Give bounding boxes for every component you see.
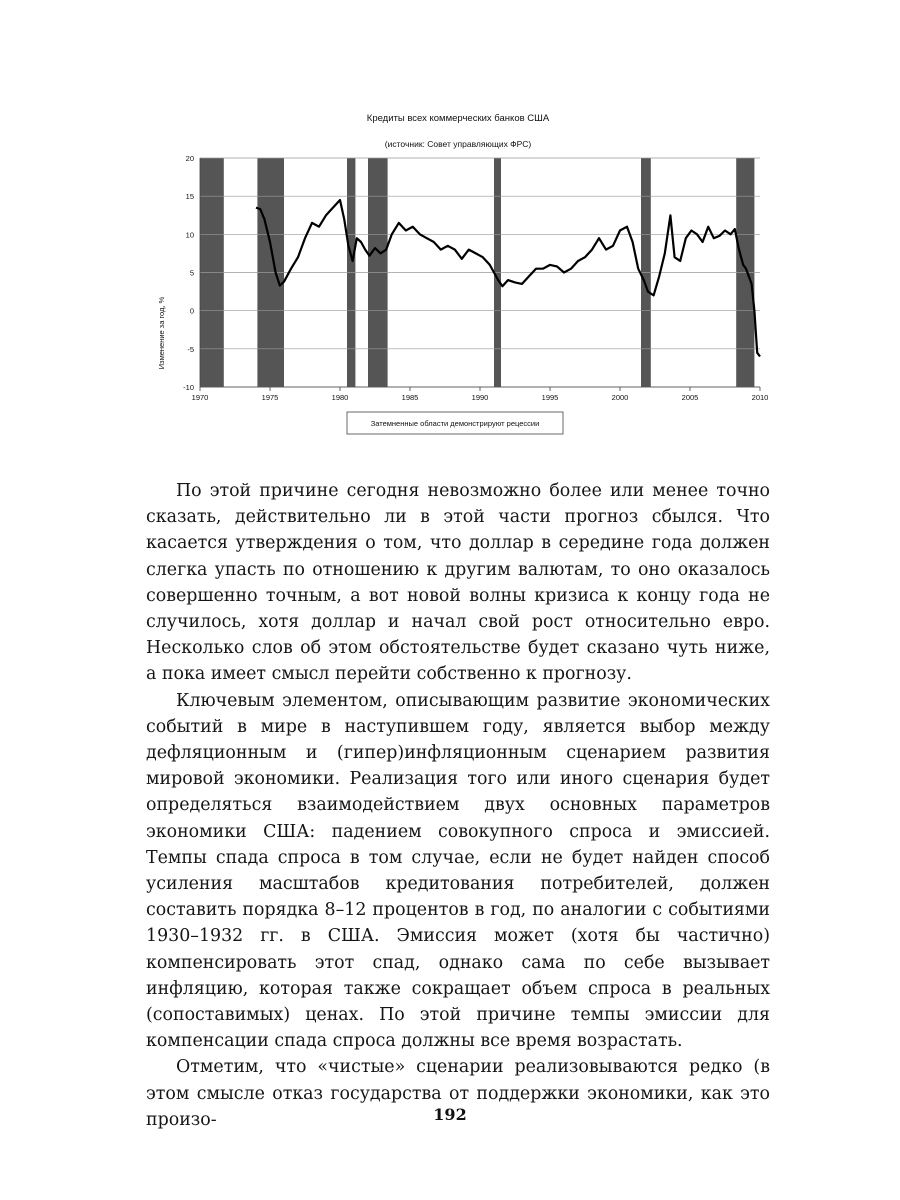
y-axis-label: Изменение за год, % xyxy=(157,296,166,370)
x-tick-label: 1990 xyxy=(471,393,489,402)
x-tick-label: 2005 xyxy=(681,393,699,402)
chart-canvas xyxy=(150,100,780,445)
body-text xyxy=(146,478,770,1133)
y-tick-label: 20 xyxy=(185,154,194,163)
series-line xyxy=(256,200,760,357)
y-tick-label: 15 xyxy=(185,192,194,202)
plot-area xyxy=(183,154,768,402)
y-tick-label: 0 xyxy=(189,306,194,316)
chart-title: Кредиты всех коммерческих банков США xyxy=(366,113,550,124)
x-tick-label: 1975 xyxy=(261,393,279,402)
x-tick-label: 2000 xyxy=(611,393,629,402)
x-tick-label: 1970 xyxy=(191,393,209,402)
recession-note: Затемненные области демонстрируют рецессии xyxy=(370,419,540,428)
x-tick-label: 1980 xyxy=(331,393,349,402)
paragraph: Ключевым элементом, описывающим развитие экономических событий в мире в наступившем году, является выбор между дефляционным и (гипер)инфляционным сценарием развития мировой экономики. Реализация того или иного сценария будет определяться взаимодействием двух основных параметров экономики США: падением совокупного спроса и эмиссией. Темпы спада спроса в том случае, если не будет найден способ усиления масштабов кредитования потребителей, должен составить порядка 8–12 процентов в год, по аналогии с событиями 1930–1932 гг. в США. Эмиссия может (хотя бы частично) компенсировать этот спад, однако сама по себе вызывает инфляцию, которая также сокращает объем спроса в реальных (сопоставимых) ценах. По этой причине темпы эмиссии для компенсации спада спроса должны все время возрастать. xyxy=(146,690,770,1052)
chart-subtitle: (источник: Совет управляющих ФРС) xyxy=(384,139,532,149)
y-tick-label: 10 xyxy=(185,230,194,240)
page-number: 192 xyxy=(433,1105,467,1124)
paragraph: По этой причине сегодня невозможно более или менее точно сказать, действительно ли в этой части прогноз сбылся. Что касается утверждения о том, что доллар в середине года должен слегка упасть по отношению к другим валютам, то оно оказалось совершенно точным, а вот новой волны кризиса к концу года не случилось, хотя доллар и начал свой рост относительно евро. Несколько слов об этом обстоятельстве будет сказано чуть ниже, а пока имеет смысл перейти собственно к прогнозу. xyxy=(146,481,770,685)
x-tick-label: 1995 xyxy=(541,393,559,402)
x-tick-label: 2010 xyxy=(751,393,769,402)
y-tick-label: -10 xyxy=(183,383,194,392)
paragraph: Отметим, что «чистые» сценарии реализовываются редко (в этом смысле отказ государства от поддержки экономики, как это произо- xyxy=(146,1057,770,1130)
y-tick-label: 5 xyxy=(189,268,194,278)
y-tick-label: -5 xyxy=(187,344,194,354)
credit-growth-chart xyxy=(150,100,780,445)
x-tick-label: 1985 xyxy=(401,393,419,402)
